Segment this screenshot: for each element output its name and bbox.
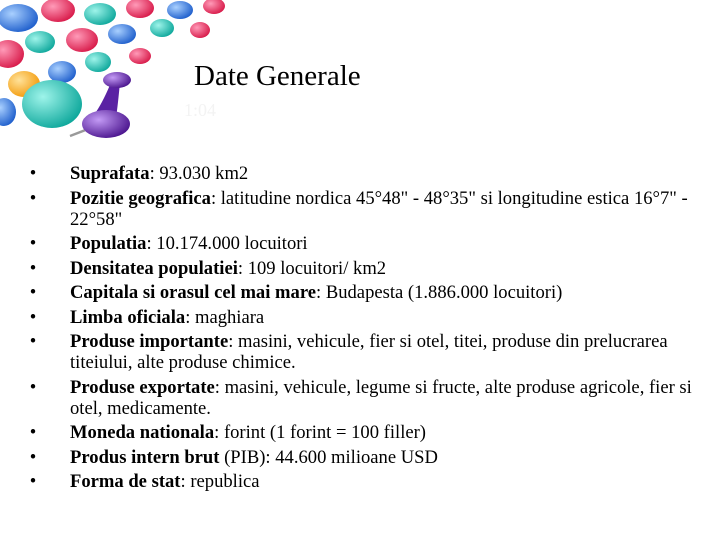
bullet-icon: • [29,446,37,468]
fact-value: : Budapesta (1.886.000 locuitori) [316,282,563,303]
fact-label: Produse exportate [70,376,215,398]
facts-list [26,163,696,496]
fact-value: : 10.174.000 locuitori [146,233,308,254]
list-item [26,233,696,254]
faint-subtitle: 1:04 [184,100,217,120]
list-item [26,422,696,443]
bullet-icon: • [29,376,37,398]
list-item [26,307,696,328]
fact-label: Moneda nationala [70,422,215,443]
bullet-icon: • [29,471,37,492]
list-item [26,258,696,279]
list-item [26,377,696,419]
bullet-icon: • [29,233,37,254]
bullet-icon: • [29,282,37,303]
list-item [26,471,696,492]
fact-label: Suprafata [70,163,150,184]
fact-value: : maghiara [185,306,265,328]
fact-value: : 109 locuitori/ km2 [237,257,387,279]
fact-label: Produs intern brut [70,446,220,468]
fact-value: : republica [180,471,260,492]
fact-label: Pozitie geografica [70,187,211,209]
page-title: Date Generale [194,60,361,92]
bullet-icon: • [29,163,37,184]
fact-value: : masini, vehicule, legume si fructe, alte produse agricole, fier si otel, medicamente. [70,376,692,419]
fact-label: Populatia [70,233,147,254]
bullet-icon: • [29,306,37,328]
fact-label: Capitala si orasul cel mai mare [70,282,316,303]
fact-label: Densitatea populatiei [70,257,238,279]
list-item [26,331,696,373]
fact-label: Produse importante [70,331,229,352]
bullet-icon: • [29,422,37,443]
fact-value: : masini, vehicule, fier si otel, titei, produse din prelucrarea titeiului, alte produse chimice. [70,331,668,373]
fact-value: (PIB): 44.600 milioane USD [219,446,438,468]
list-item [26,282,696,303]
fact-value: : 93.030 km2 [149,163,249,184]
list-item [26,188,696,230]
list-item [26,447,696,468]
list-item [26,163,696,184]
fact-label: Limba oficiala [70,306,186,328]
bullet-icon: • [29,187,37,209]
bullet-icon: • [29,257,37,279]
bullet-icon: • [29,331,37,352]
fact-value: : forint (1 forint = 100 filler) [214,422,426,443]
fact-value: : latitudine nordica 45°48" - 48°35" si longitudine estica 16°7" - 22°58" [70,187,688,230]
fact-label: Forma de stat [70,471,181,492]
